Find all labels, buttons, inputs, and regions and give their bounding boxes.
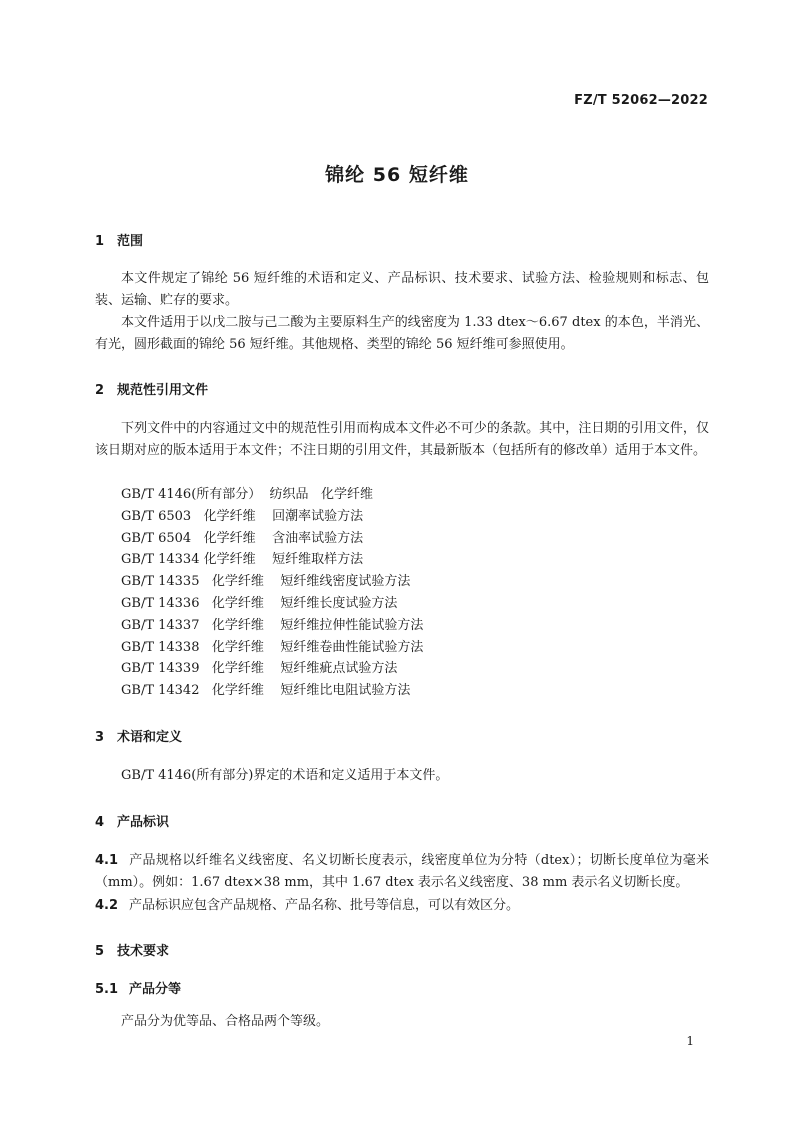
- reference-item: GB/T 4146(所有部分） 纺织品 化学纤维: [121, 487, 373, 502]
- clause-number: 4.2: [95, 898, 119, 913]
- section-heading-terms: [95, 726, 182, 745]
- reference-item: GB/T 14337 化学纤维 短纤维拉伸性能试验方法: [121, 617, 424, 633]
- clause-number: 4.1: [95, 853, 119, 868]
- page-title: 锦纶 56 短纤维: [325, 164, 469, 186]
- clause-4-2: [95, 895, 709, 917]
- section-number: 4: [95, 815, 105, 830]
- reference-item: GB/T 6503 化学纤维 回潮率试验方法: [121, 508, 364, 524]
- reference-list: [121, 484, 423, 702]
- scope-paragraph-1: 本文件规定了锦纶 56 短纤维的术语和定义、产品标识、技术要求、试验方法、检验规则和标志、包装、运输、贮存的要求。: [95, 271, 709, 308]
- section-title: 产品标识: [117, 815, 170, 830]
- reference-item: GB/T 14335 化学纤维 短纤维线密度试验方法: [121, 574, 411, 590]
- section-title: 技术要求: [117, 944, 170, 959]
- reference-item: GB/T 6504 化学纤维 含油率试验方法: [121, 530, 364, 546]
- document-code: FZ/T 52062—2022: [574, 93, 708, 108]
- section-number: 3: [95, 730, 105, 745]
- reference-item: GB/T 14342 化学纤维 短纤维比电阻试验方法: [121, 683, 411, 699]
- section-title: 规范性引用文件: [117, 383, 209, 398]
- subsection-heading-grading: [95, 978, 181, 997]
- subsection-title: 产品分等: [129, 982, 182, 997]
- clause-text: 产品标识应包含产品规格、产品名称、批号等信息，可以有效区分。: [129, 898, 520, 913]
- section-heading-normative-references: [95, 379, 208, 398]
- section-title: 术语和定义: [117, 730, 183, 745]
- section-number: 1: [95, 234, 105, 249]
- reference-item: GB/T 14336 化学纤维 短纤维长度试验方法: [121, 595, 398, 611]
- reference-item: GB/T 14334 化学纤维 短纤维取样方法: [121, 552, 364, 568]
- grading-paragraph: 产品分为优等品、合格品两个等级。: [121, 1014, 330, 1029]
- section-heading-product-identification: [95, 811, 169, 830]
- section-heading-technical-requirements: [95, 940, 169, 959]
- scope-paragraph-2: 本文件适用于以戊二胺与己二酸为主要原料生产的线密度为 1.33 dtex～6.67 dtex 的本色，半消光、有光，圆形截面的锦纶 56 短纤维。其他规格、类型的锦纶 56 短纤维可参照使用。: [95, 315, 709, 352]
- terms-paragraph: GB/T 4146(所有部分)界定的术语和定义适用于本文件。: [121, 768, 449, 783]
- references-intro-paragraph: 下列文件中的内容通过文中的规范性引用而构成本文件必不可少的条款。其中，注日期的引用文件，仅该日期对应的版本适用于本文件；不注日期的引用文件，其最新版本（包括所有的修改单）适用于本文件。: [95, 421, 709, 458]
- section-heading-scope: [95, 230, 143, 249]
- clause-4-1: [95, 850, 709, 894]
- reference-item: GB/T 14338 化学纤维 短纤维卷曲性能试验方法: [121, 639, 424, 655]
- page-number: 1: [686, 1034, 694, 1048]
- reference-item: GB/T 14339 化学纤维 短纤维疵点试验方法: [121, 661, 398, 677]
- subsection-number: 5.1: [95, 982, 119, 997]
- clause-text: 产品规格以纤维名义线密度、名义切断长度表示，线密度单位为分特（dtex）；切断长度单位为毫米（mm）。例如：1.67 dtex×38 mm，其中 1.67 dtex 表示名义线密度、38 mm 表示名义切断长度。: [95, 853, 709, 890]
- section-number: 2: [95, 383, 105, 398]
- section-title: 范围: [117, 234, 144, 249]
- section-number: 5: [95, 944, 105, 959]
